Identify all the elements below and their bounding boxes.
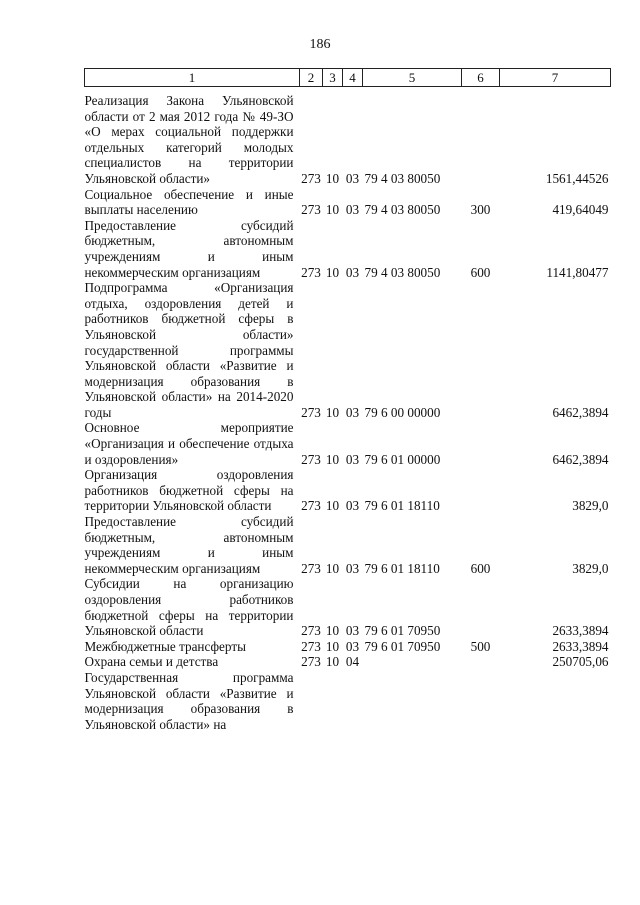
cell-expense-type — [462, 467, 500, 514]
cell-amount: 2633,3894 — [552, 638, 609, 654]
cell-target-article: 79 4 03 80050 — [364, 202, 441, 218]
table-row — [85, 467, 611, 514]
cell-code: 273 — [301, 264, 321, 280]
table-row — [85, 670, 611, 732]
cell-subsection: 03 — [345, 560, 360, 576]
cell-code: 273 — [301, 560, 321, 576]
row-name: Предоставление субсидий бюджетным, автономным учреждениям и иным некоммерческим организациям — [84, 217, 294, 280]
header-cell: 7 — [500, 69, 611, 87]
cell-code: 273 — [301, 654, 321, 670]
table-row — [85, 654, 611, 670]
cell-amount: 3829,0 — [572, 560, 609, 576]
cell-subsection: 03 — [345, 264, 360, 280]
table-header-row — [85, 69, 611, 87]
cell-expense-type — [462, 93, 500, 187]
cell-amount — [500, 670, 611, 732]
cell-subsection: 03 — [345, 638, 360, 654]
row-name: Межбюджетные трансферты — [84, 638, 246, 654]
cell-target-article: 79 6 01 70950 — [364, 638, 441, 654]
table-row — [85, 280, 611, 420]
cell-target-article — [363, 654, 462, 670]
cell-subsection: 04 — [345, 654, 360, 670]
cell-section: 10 — [325, 264, 340, 280]
cell-amount: 3829,0 — [572, 498, 609, 514]
cell-target-article — [363, 670, 462, 732]
cell-expense-type: 300 — [470, 202, 491, 218]
cell-section: 10 — [325, 498, 340, 514]
cell-expense-type — [462, 576, 500, 638]
row-name: Субсидии на организацию оздоровления работников бюджетной сферы на территории Ульяновской области — [84, 576, 294, 639]
cell-section: 10 — [325, 404, 340, 420]
row-name: Социальное обеспечение и иные выплаты населению — [84, 186, 294, 218]
cell-amount: 1561,44526 — [545, 170, 609, 186]
header-cell: 3 — [323, 69, 343, 87]
cell-code: 273 — [301, 202, 321, 218]
cell-section: 10 — [325, 560, 340, 576]
cell-section: 10 — [325, 202, 340, 218]
table-row — [85, 218, 611, 280]
cell-code: 273 — [301, 404, 321, 420]
cell-subsection: 03 — [345, 623, 360, 639]
budget-table — [84, 68, 611, 732]
cell-section: 10 — [325, 638, 340, 654]
cell-section: 10 — [325, 451, 340, 467]
cell-code: 273 — [301, 170, 321, 186]
cell-amount: 6462,3894 — [552, 404, 609, 420]
cell-amount: 2633,3894 — [552, 623, 609, 639]
row-name: Подпрограмма «Организация отдыха, оздоровления детей и работников бюджетной сферы в Ульяновской области» государственной программы Ульяновской области «Развитие и модернизация образования в Ульяновской области» на 2014-2020 годы — [84, 280, 294, 420]
cell-code: 273 — [301, 623, 321, 639]
cell-code: 273 — [301, 451, 321, 467]
cell-subsection — [343, 670, 363, 732]
table-row — [85, 187, 611, 218]
row-name: Охрана семьи и детства — [84, 654, 219, 670]
header-cell: 1 — [85, 69, 300, 87]
cell-section: 10 — [325, 623, 340, 639]
row-name: Предоставление субсидий бюджетным, автономным учреждениям и иным некоммерческим организациям — [84, 514, 294, 576]
cell-amount: 1141,80477 — [546, 264, 609, 280]
cell-amount: 419,64049 — [552, 202, 609, 218]
cell-expense-type — [462, 670, 500, 732]
cell-expense-type — [462, 280, 500, 420]
cell-section: 10 — [325, 170, 340, 186]
cell-subsection: 03 — [345, 404, 360, 420]
cell-expense-type — [462, 654, 500, 670]
cell-target-article: 79 6 01 70950 — [364, 623, 441, 639]
cell-section — [323, 670, 343, 732]
cell-amount: 6462,3894 — [552, 451, 609, 467]
cell-subsection: 03 — [345, 451, 360, 467]
cell-code — [300, 670, 323, 732]
table-row — [85, 576, 611, 638]
cell-target-article: 79 6 01 18110 — [364, 498, 440, 514]
page-number: 186 — [309, 37, 331, 52]
cell-expense-type: 500 — [470, 638, 491, 654]
cell-expense-type: 600 — [470, 560, 491, 576]
row-name: Основное мероприятие «Организация и обеспечение отдыха и оздоровления» — [84, 420, 294, 467]
cell-section: 10 — [325, 654, 340, 670]
cell-subsection: 03 — [345, 170, 360, 186]
cell-target-article: 79 6 01 18110 — [364, 560, 440, 576]
cell-subsection: 03 — [345, 202, 360, 218]
table-row — [85, 514, 611, 576]
header-cell: 4 — [343, 69, 363, 87]
table-row — [85, 93, 611, 187]
row-name: Государственная программа Ульяновской области «Развитие и модернизация образования в Ульяновской области» на — [84, 669, 294, 732]
cell-target-article: 79 4 03 80050 — [364, 264, 441, 280]
header-cell: 2 — [300, 69, 323, 87]
cell-subsection: 03 — [345, 498, 360, 514]
table-row — [85, 420, 611, 467]
cell-code: 273 — [301, 498, 321, 514]
cell-expense-type: 600 — [470, 264, 491, 280]
row-name: Реализация Закона Ульяновской области от 2 мая 2012 года № 49-ЗО «О мерах социальной поддержки отдельных категорий молодых специалистов на территории Ульяновской области» — [84, 93, 294, 186]
row-name: Организация оздоровления работников бюджетной сферы на территории Ульяновской области — [84, 467, 294, 514]
cell-target-article: 79 6 00 00000 — [364, 404, 441, 420]
cell-expense-type — [462, 420, 500, 467]
cell-target-article: 79 4 03 80050 — [364, 170, 441, 186]
cell-target-article: 79 6 01 00000 — [364, 451, 441, 467]
table-row — [85, 639, 611, 655]
header-cell: 5 — [363, 69, 462, 87]
cell-amount: 250705,06 — [552, 654, 609, 670]
header-cell: 6 — [462, 69, 500, 87]
cell-code: 273 — [301, 638, 321, 654]
